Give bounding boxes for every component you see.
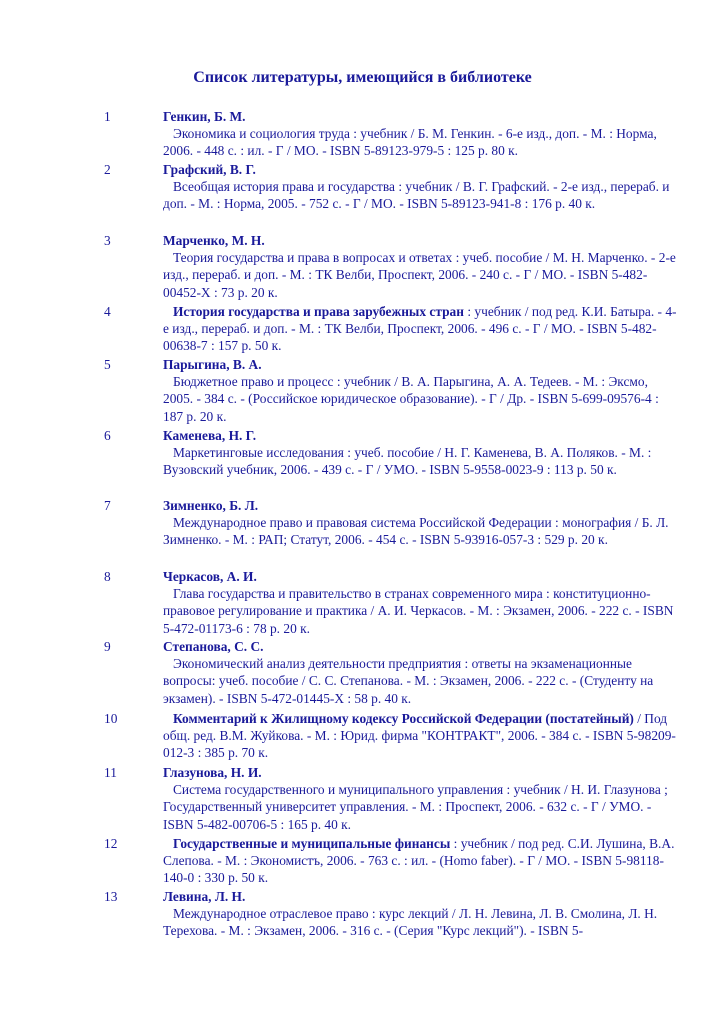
entry-number: 11 [104, 765, 117, 780]
entry-description: Международное право и правовая система Российской Федерации : монография / Б. Л. Зимненко. - М. : РАП; Статут, 2006. - 454 с. - ISBN 5-93916-057-3 : 529 р. 20 к. [163, 515, 669, 548]
page-title: Список литературы, имеющийся в библиотеке [193, 69, 532, 86]
entry-number: 10 [104, 711, 118, 726]
entry-number: 4 [104, 304, 111, 319]
entry-description [163, 303, 678, 355]
entry-description [163, 835, 678, 887]
entry-description: Экономический анализ деятельности предприятия : ответы на экзаменационные вопросы: учеб. пособие / С. С. Степанова. - М. : Экзамен, 2006. - 222 с. - (Студенту на экзамен). - ISBN 5-472-01445-Х : 58 р. 40 к. [163, 656, 654, 706]
entry-number: 12 [104, 836, 118, 851]
entry-author: Черкасов, А. И. [163, 569, 257, 584]
entry-description: Теория государства и права в вопросах и ответах : учеб. пособие / М. Н. Марченко. - 2-е изд., перераб. и доп. - М. : ТК Велби, Проспект, 2006. - 240 с. - Г / МО. - ISBN 5-482-00452-Х : 73 р. 20 к. [163, 250, 676, 300]
entry-details: / Под общ. ред. В.М. Жуйкова. - М. : Юрид. фирма "КОНТРАКТ", 2006. - 384 с. - ISBN 5-98209-012-3 : 385 р. 70 к. [163, 711, 676, 761]
entry-description: Всеобщая история права и государства : учебник / В. Г. Графский. - 2-е изд., перераб. и доп. - М. : Норма, 2005. - 752 с. - Г / МО. - ISBN 5-89123-941-8 : 176 р. 40 к. [163, 179, 670, 212]
entry-author: Графский, В. Г. [163, 162, 256, 177]
entry-author: Степанова, С. С. [163, 639, 264, 654]
entry-number: 1 [104, 109, 111, 124]
entry-title: История государства и права зарубежных стран [173, 304, 464, 319]
entry-author: Марченко, М. Н. [163, 233, 265, 248]
entry-author: Каменева, Н. Г. [163, 428, 257, 443]
entry-description: Бюджетное право и процесс : учебник / В. А. Парыгина, А. А. Тедеев. - М. : Эксмо, 2005. - 384 с. - (Российское юридическое образование). - Г / Др. - ISBN 5-699-09576-4 : 187 р. 20 к. [163, 374, 659, 424]
entry-number: 7 [104, 498, 111, 513]
entry-number: 13 [104, 889, 118, 904]
entry-number: 9 [104, 639, 111, 654]
entry-title: Комментарий к Жилищному кодексу Российской Федерации (постатейный) [173, 711, 634, 726]
entry-number: 8 [104, 569, 111, 584]
entry-details: : учебник / под ред. С.И. Лушина, В.А. Слепова. - М. : Экономистъ, 2006. - 763 с. : ил. - (Homo faber). - Г / МО. - ISBN 5-98118-140-0 : 330 р. 50 к. [163, 836, 675, 886]
entry-description [163, 710, 678, 762]
entry-description: Глава государства и правительство в странах современного мира : конституционно- правовое регулирование и практика / А. И. Черкасов. - М. : Экзамен, 2006. - 222 с. - ISBN 5-472-01173-6 : 78 р. 20 к. [163, 586, 674, 636]
entry-description: Международное отраслевое право : курс лекций / Л. Н. Левина, Л. В. Смолина, Л. Н. Терехова. - М. : Экзамен, 2006. - 316 с. - (Серия "Курс лекций"). - ISBN 5- [163, 906, 658, 939]
entry-title: Государственные и муниципальные финансы [173, 836, 451, 851]
entry-number: 6 [104, 428, 111, 443]
entry-details: : учебник / под ред. К.И. Батыра. - 4-е изд., перераб. и доп. - М. : ТК Велби, Проспект, 2006. - 496 с. - Г / МО. - ISBN 5-482-00638-7 : 157 р. 50 к. [163, 304, 677, 354]
entry-description: Маркетинговые исследования : учеб. пособие / Н. Г. Каменева, В. А. Поляков. - М. : Вузовский учебник, 2006. - 439 с. - Г / УМО. - ISBN 5-9558-0023-9 : 113 р. 50 к. [163, 445, 652, 478]
entry-author: Глазунова, Н. И. [163, 765, 262, 780]
entry-number: 2 [104, 162, 111, 177]
entry-author: Парыгина, В. А. [163, 357, 262, 372]
entry-number: 5 [104, 357, 111, 372]
entry-author: Зимненко, Б. Л. [163, 498, 259, 513]
entry-author: Генкин, Б. М. [163, 109, 246, 124]
entry-author: Левина, Л. Н. [163, 889, 246, 904]
entry-description: Система государственного и муниципального управления : учебник / Н. И. Глазунова ; Государственный университет управления. - М. : Проспект, 2006. - 632 с. - Г / УМО. - ISBN 5-482-00706-5 : 165 р. 40 к. [163, 782, 668, 832]
entry-number: 3 [104, 233, 111, 248]
entry-description: Экономика и социология труда : учебник / Б. М. Генкин. - 6-е изд., доп. - М. : Норма, 2006. - 448 с. : ил. - Г / МО. - ISBN 5-89123-979-5 : 125 р. 80 к. [163, 126, 657, 159]
